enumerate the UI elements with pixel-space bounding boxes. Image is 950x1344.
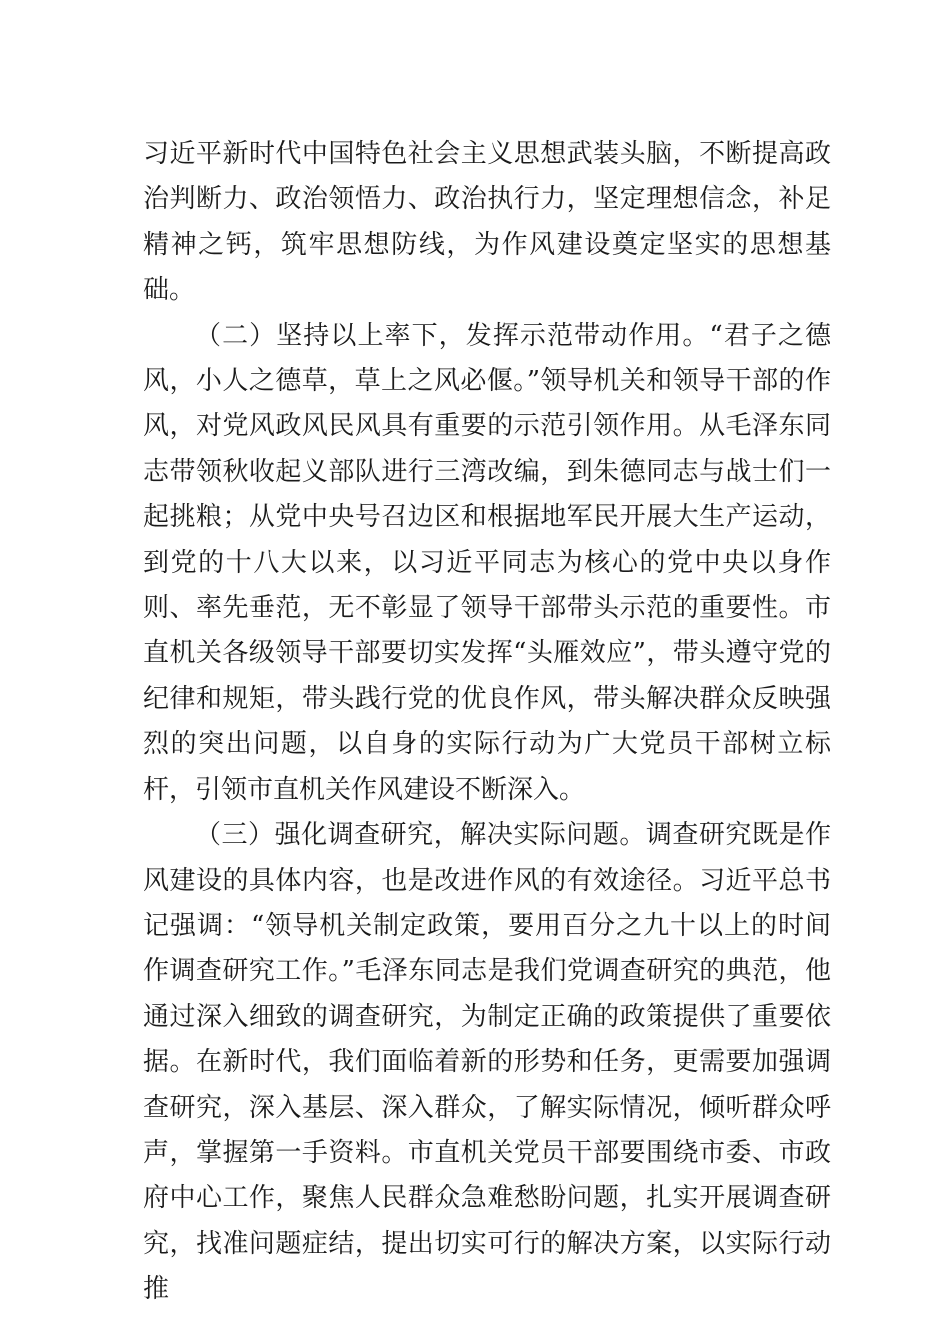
paragraph-3: （三）强化调查研究，解决实际问题。调查研究既是作风建设的具体内容，也是改进作风的有效途径。习近平总书记强调：“领导机关制定政策，要用百分之九十以上的时间作调查研究工作。”毛泽东同志是我们党调查研究的典范，他通过深入细致的调查研究，为制定正确的政策提供了重要依据。在新时代，我们面临着新的形势和任务，更需要加强调查研究，深入基层、深入群众，了解实际情况，倾听群众呼声，掌握第一手资料。市直机关党员干部要围绕市委、市政府中心工作，聚焦人民群众急难愁盼问题，扎实开展调查研究，找准问题症结，提出切实可行的解决方案，以实际行动推 <box>143 820 831 1305</box>
body-text <box>143 132 831 1313</box>
paragraph-1: 习近平新时代中国特色社会主义思想武装头脑，不断提高政治判断力、政治领悟力、政治执行力，坚定理想信念，补足精神之钙，筑牢思想防线，为作风建设奠定坚实的思想基础。 <box>143 139 831 306</box>
paragraph-2: （二）坚持以上率下，发挥示范带动作用。“君子之德风，小人之德草，草上之风必偃。”领导机关和领导干部的作风，对党风政风民风具有重要的示范引领作用。从毛泽东同志带领秋收起义部队进行三湾改编，到朱德同志与战士们一起挑粮；从党中央号召边区和根据地军民开展大生产运动，到党的十八大以来，以习近平同志为核心的党中央以身作则、率先垂范，无不彰显了领导干部带头示范的重要性。市直机关各级领导干部要切实发挥“头雁效应”，带头遵守党的纪律和规矩，带头践行党的优良作风，带头解决群众反映强烈的突出问题，以自身的实际行动为广大党员干部树立标杆，引领市直机关作风建设不断深入。 <box>143 320 831 805</box>
